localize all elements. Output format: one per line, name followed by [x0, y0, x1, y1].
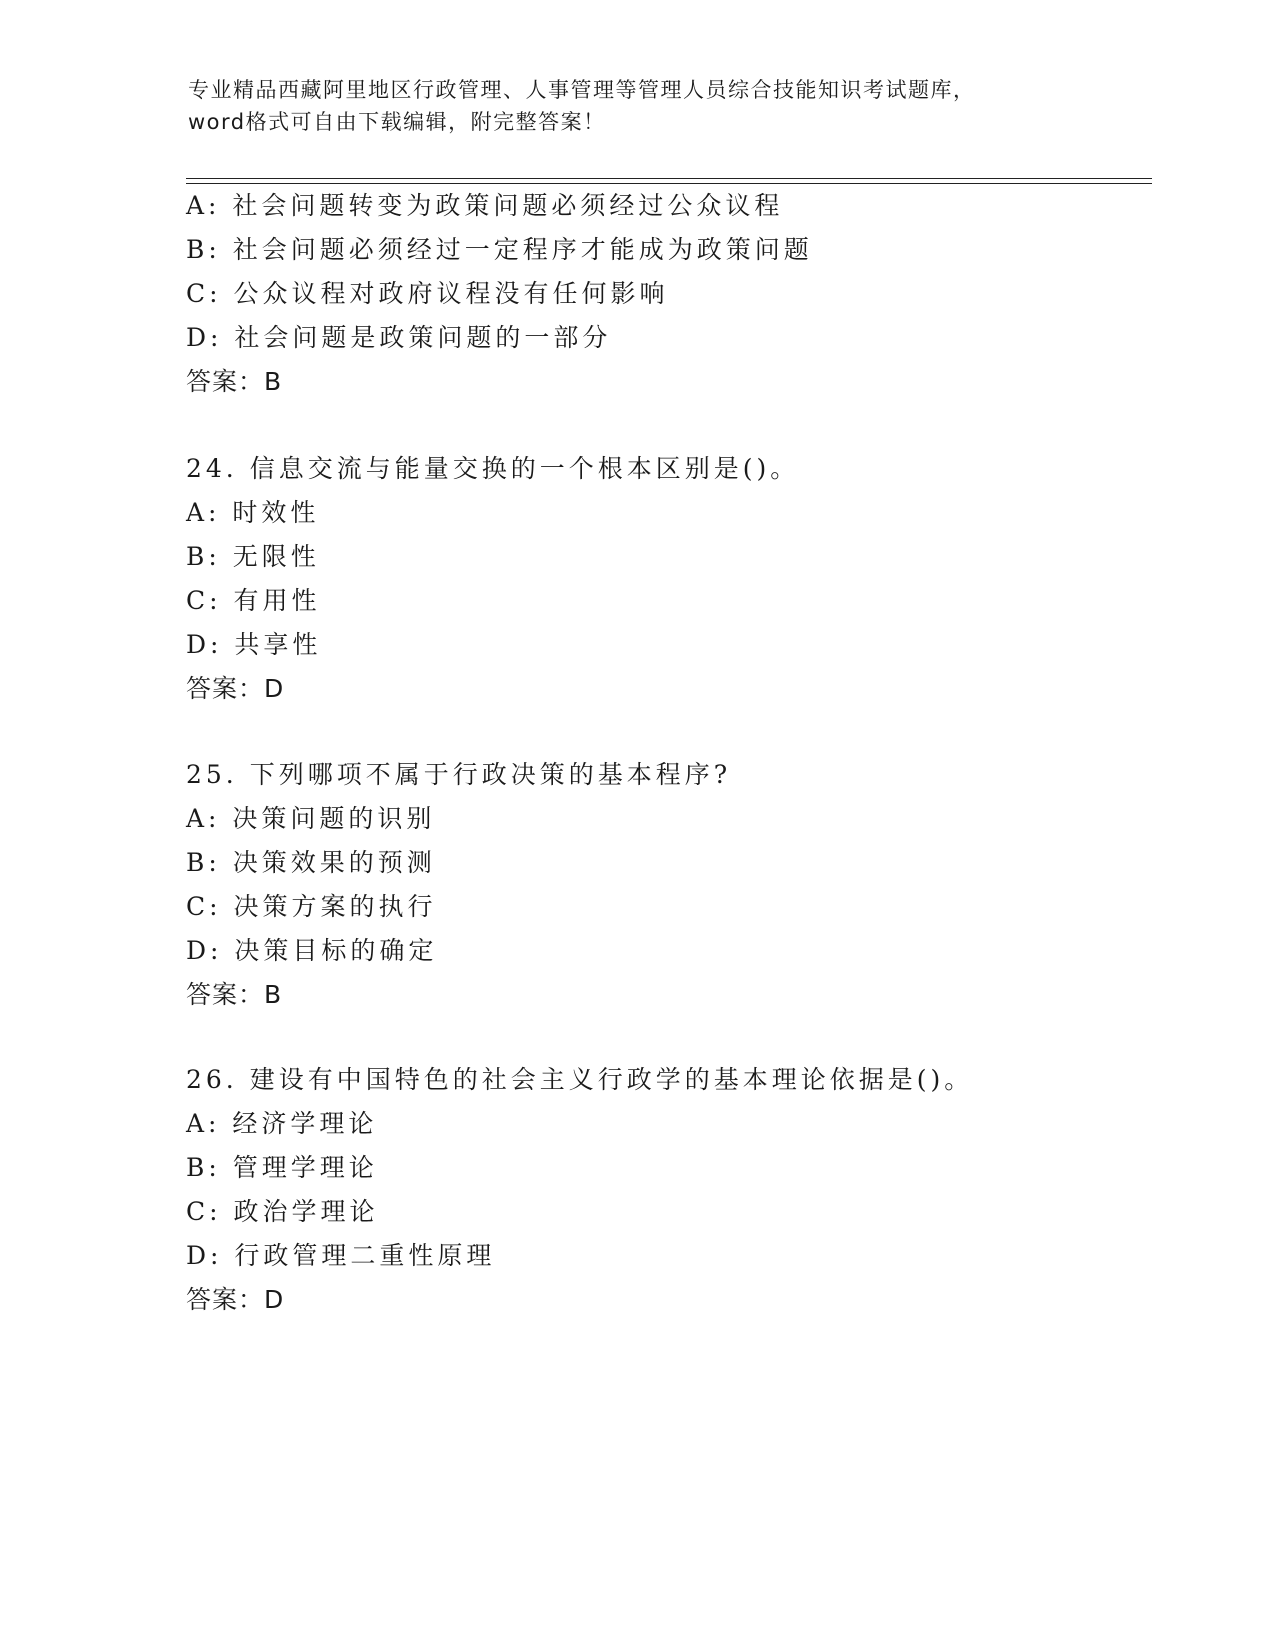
header-divider-top: [186, 178, 1152, 179]
q25-question: 25. 下列哪项不属于行政决策的基本程序?: [186, 760, 732, 789]
header-title-line-2: word格式可自由下载编辑，附完整答案！: [188, 110, 606, 134]
q25-option-d: D: 决策目标的确定: [186, 936, 438, 965]
q23-answer: 答案：B: [186, 367, 283, 396]
q26-answer: 答案：D: [186, 1285, 285, 1314]
q25-option-c: C: 决策方案的执行: [186, 892, 437, 921]
q25-option-b: B: 决策效果的预测: [186, 848, 436, 877]
q26-option-b: B: 管理学理论: [186, 1153, 378, 1182]
q26-option-a: A: 经济学理论: [186, 1109, 378, 1138]
q24-question: 24. 信息交流与能量交换的一个根本区别是()。: [186, 454, 800, 483]
q26-option-c: C: 政治学理论: [186, 1197, 379, 1226]
q24-option-c: C: 有用性: [186, 586, 321, 615]
q23-option-b: B: 社会问题必须经过一定程序才能成为政策问题: [186, 235, 813, 264]
q23-option-c: C: 公众议程对政府议程没有任何影响: [186, 279, 669, 308]
q24-option-d: D: 共享性: [186, 630, 322, 659]
q23-option-a: A: 社会问题转变为政策问题必须经过公众议程: [186, 191, 784, 220]
header-title-line-1: 专业精品西藏阿里地区行政管理、人事管理等管理人员综合技能知识考试题库，: [188, 78, 976, 102]
q25-option-a: A: 决策问题的识别: [186, 804, 436, 833]
q24-option-a: A: 时效性: [186, 498, 320, 527]
q25-answer: 答案：B: [186, 980, 283, 1009]
header-divider-bottom: [186, 183, 1152, 184]
q24-answer: 答案：D: [186, 674, 285, 703]
q26-question: 26. 建设有中国特色的社会主义行政学的基本理论依据是()。: [186, 1065, 974, 1094]
q24-option-b: B: 无限性: [186, 542, 320, 571]
q23-option-d: D: 社会问题是政策问题的一部分: [186, 323, 612, 352]
q26-option-d: D: 行政管理二重性原理: [186, 1241, 496, 1270]
document-header: [188, 74, 1088, 138]
